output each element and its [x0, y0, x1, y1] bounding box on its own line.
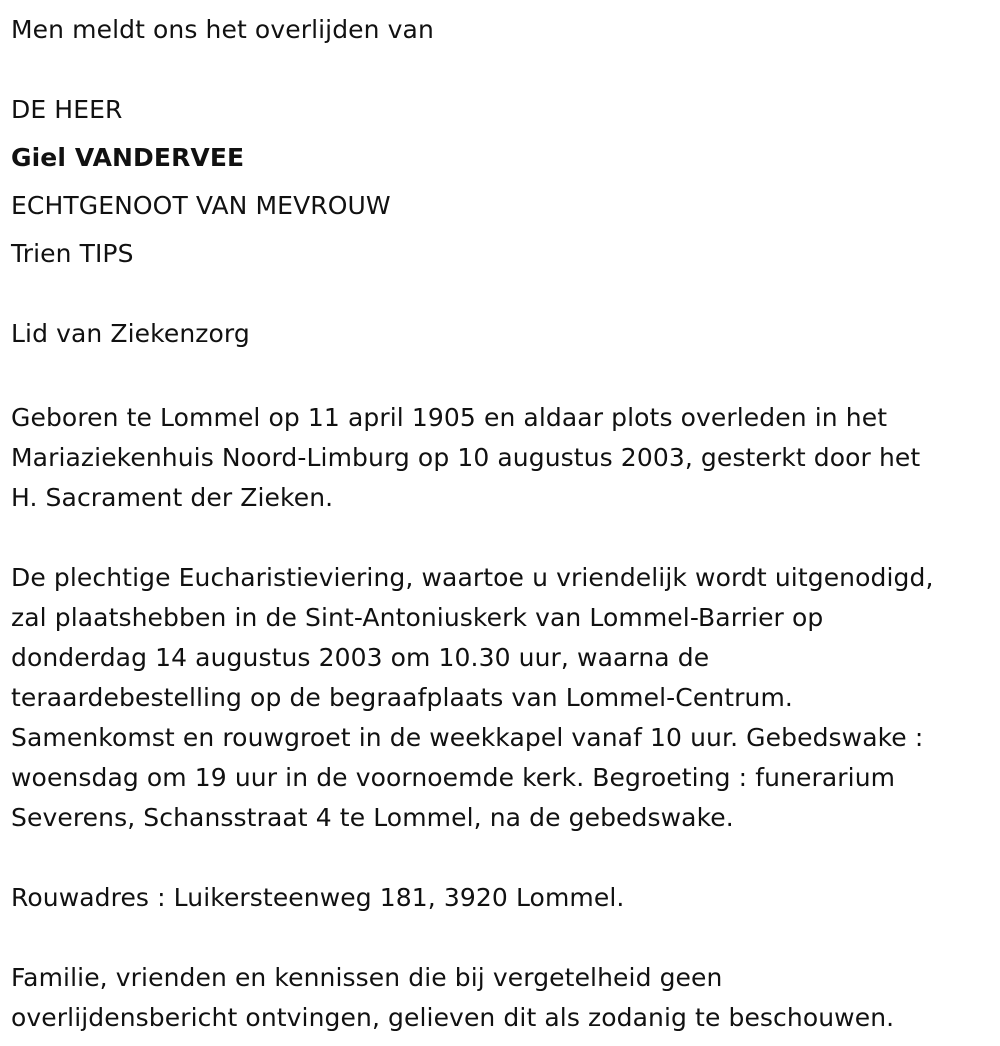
birth-paragraph: [11, 398, 991, 518]
paragraph-line: Familie, vrienden en kennissen die bij vergetelheid geen: [11, 963, 723, 992]
paragraph-line: Geboren te Lommel op 11 april 1905 en aldaar plots overleden in het: [11, 403, 888, 432]
death-notice: [11, 6, 991, 1038]
paragraph-line: overlijdensbericht ontvingen, gelieven dit als zodanig te beschouwen.: [11, 1003, 895, 1032]
paragraph-line: woensdag om 19 uur in de voornoemde kerk. Begroeting : funerarium: [11, 763, 896, 792]
service-paragraph: [11, 558, 991, 838]
paragraph-line: teraardebestelling op de begraafplaats van Lommel-Centrum.: [11, 683, 793, 712]
paragraph-line: Severens, Schansstraat 4 te Lommel, na de gebedswake.: [11, 803, 734, 832]
membership-text: Lid van Ziekenzorg: [11, 319, 250, 348]
intro-text: Men meldt ons het overlijden van: [11, 15, 434, 44]
paragraph-line: donderdag 14 augustus 2003 om 10.30 uur, waarna de: [11, 643, 710, 672]
mourning-address: Rouwadres : Luikersteenweg 181, 3920 Lommel.: [11, 883, 625, 912]
deceased-name: Giel VANDERVEE: [11, 143, 245, 172]
closing-paragraph: [11, 958, 991, 1038]
spouse-name: Trien TIPS: [11, 239, 134, 268]
address-paragraph: [11, 878, 991, 918]
spouse-label: ECHTGENOOT VAN MEVROUW: [11, 191, 391, 220]
paragraph-line: H. Sacrament der Zieken.: [11, 483, 334, 512]
paragraph-line: zal plaatshebben in de Sint-Antoniuskerk van Lommel-Barrier op: [11, 603, 824, 632]
paragraph-line: De plechtige Eucharistieviering, waartoe u vriendelijk wordt uitgenodigd,: [11, 563, 934, 592]
paragraph-line: Samenkomst en rouwgroet in de weekkapel vanaf 10 uur. Gebedswake :: [11, 723, 924, 752]
paragraph-line: Mariaziekenhuis Noord-Limburg op 10 augustus 2003, gesterkt door het: [11, 443, 921, 472]
title-text: DE HEER: [11, 95, 123, 124]
